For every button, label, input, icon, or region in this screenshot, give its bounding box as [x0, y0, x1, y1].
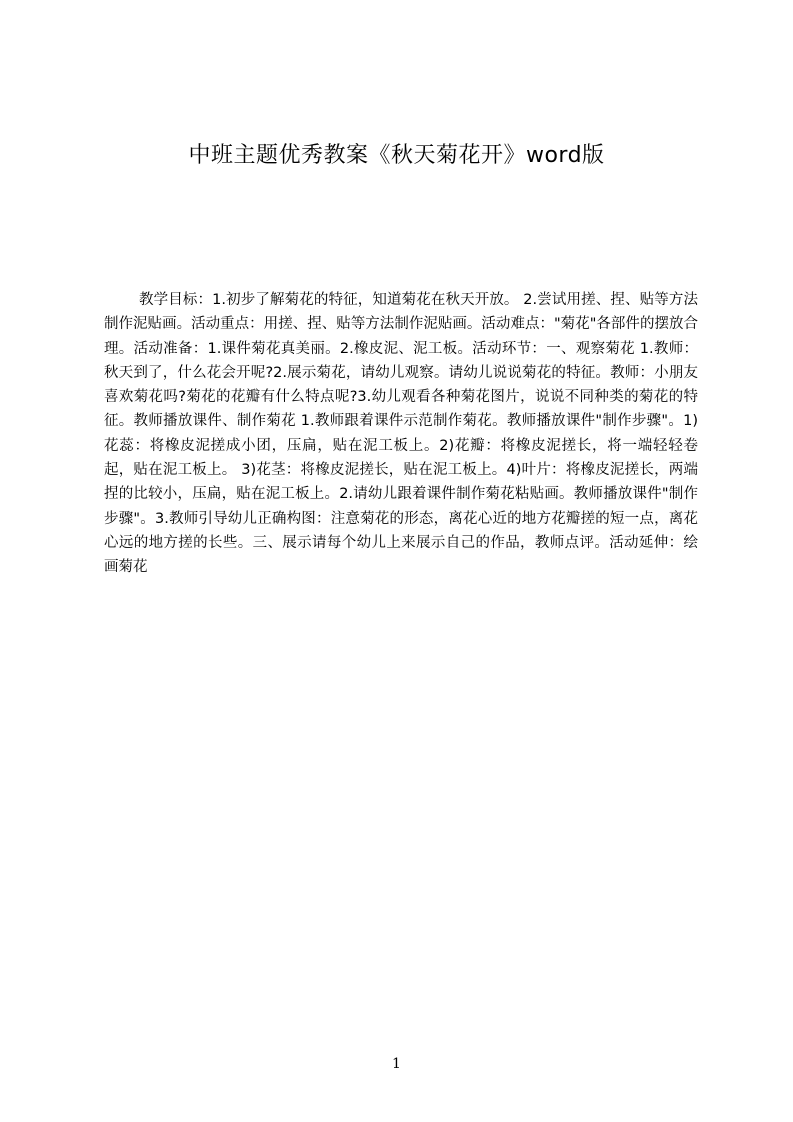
page-number: 1: [392, 1056, 401, 1072]
document-title: 中班主题优秀教案《秋天菊花开》word版: [188, 143, 605, 168]
document-body-paragraph: 教学目标：1.初步了解菊花的特征，知道菊花在秋天开放。 2.尝试用搓、捏、贴等方法制作泥贴画。活动重点：用搓、捏、贴等方法制作泥贴画。活动难点："菊花"各部件的摆放合理。活动准备：1.课件菊花真美丽。2.橡皮泥、泥工板。活动环节：一、观察菊花 1.教师：秋天到了，什么花会开呢?2.展示菊花，请幼儿观察。请幼儿说说菊花的特征。教师：小朋友喜欢菊花吗?菊花的花瓣有什么特点呢?3.幼儿观看各种菊花图片，说说不同种类的菊花的特征。教师播放课件、制作菊花 1.教师跟着课件示范制作菊花。教师播放课件"制作步骤"。1)花蕊：将橡皮泥搓成小团，压扁，贴在泥工板上。2)花瓣：将橡皮泥搓长，将一端轻轻卷起，贴在泥工板上。 3)花茎：将橡皮泥搓长，贴在泥工板上。4)叶片：将橡皮泥搓长，两端捏的比较小，压扁，贴在泥工板上。2.请幼儿跟着课件制作菊花粘贴画。教师播放课件"制作步骤"。3.教师引导幼儿正确构图：注意菊花的形态，离花心近的地方花瓣搓的短一点，离花心远的地方搓的长些。三、展示请每个幼儿上来展示自己的作品，教师点评。活动延伸：绘画菊花: [104, 292, 698, 576]
